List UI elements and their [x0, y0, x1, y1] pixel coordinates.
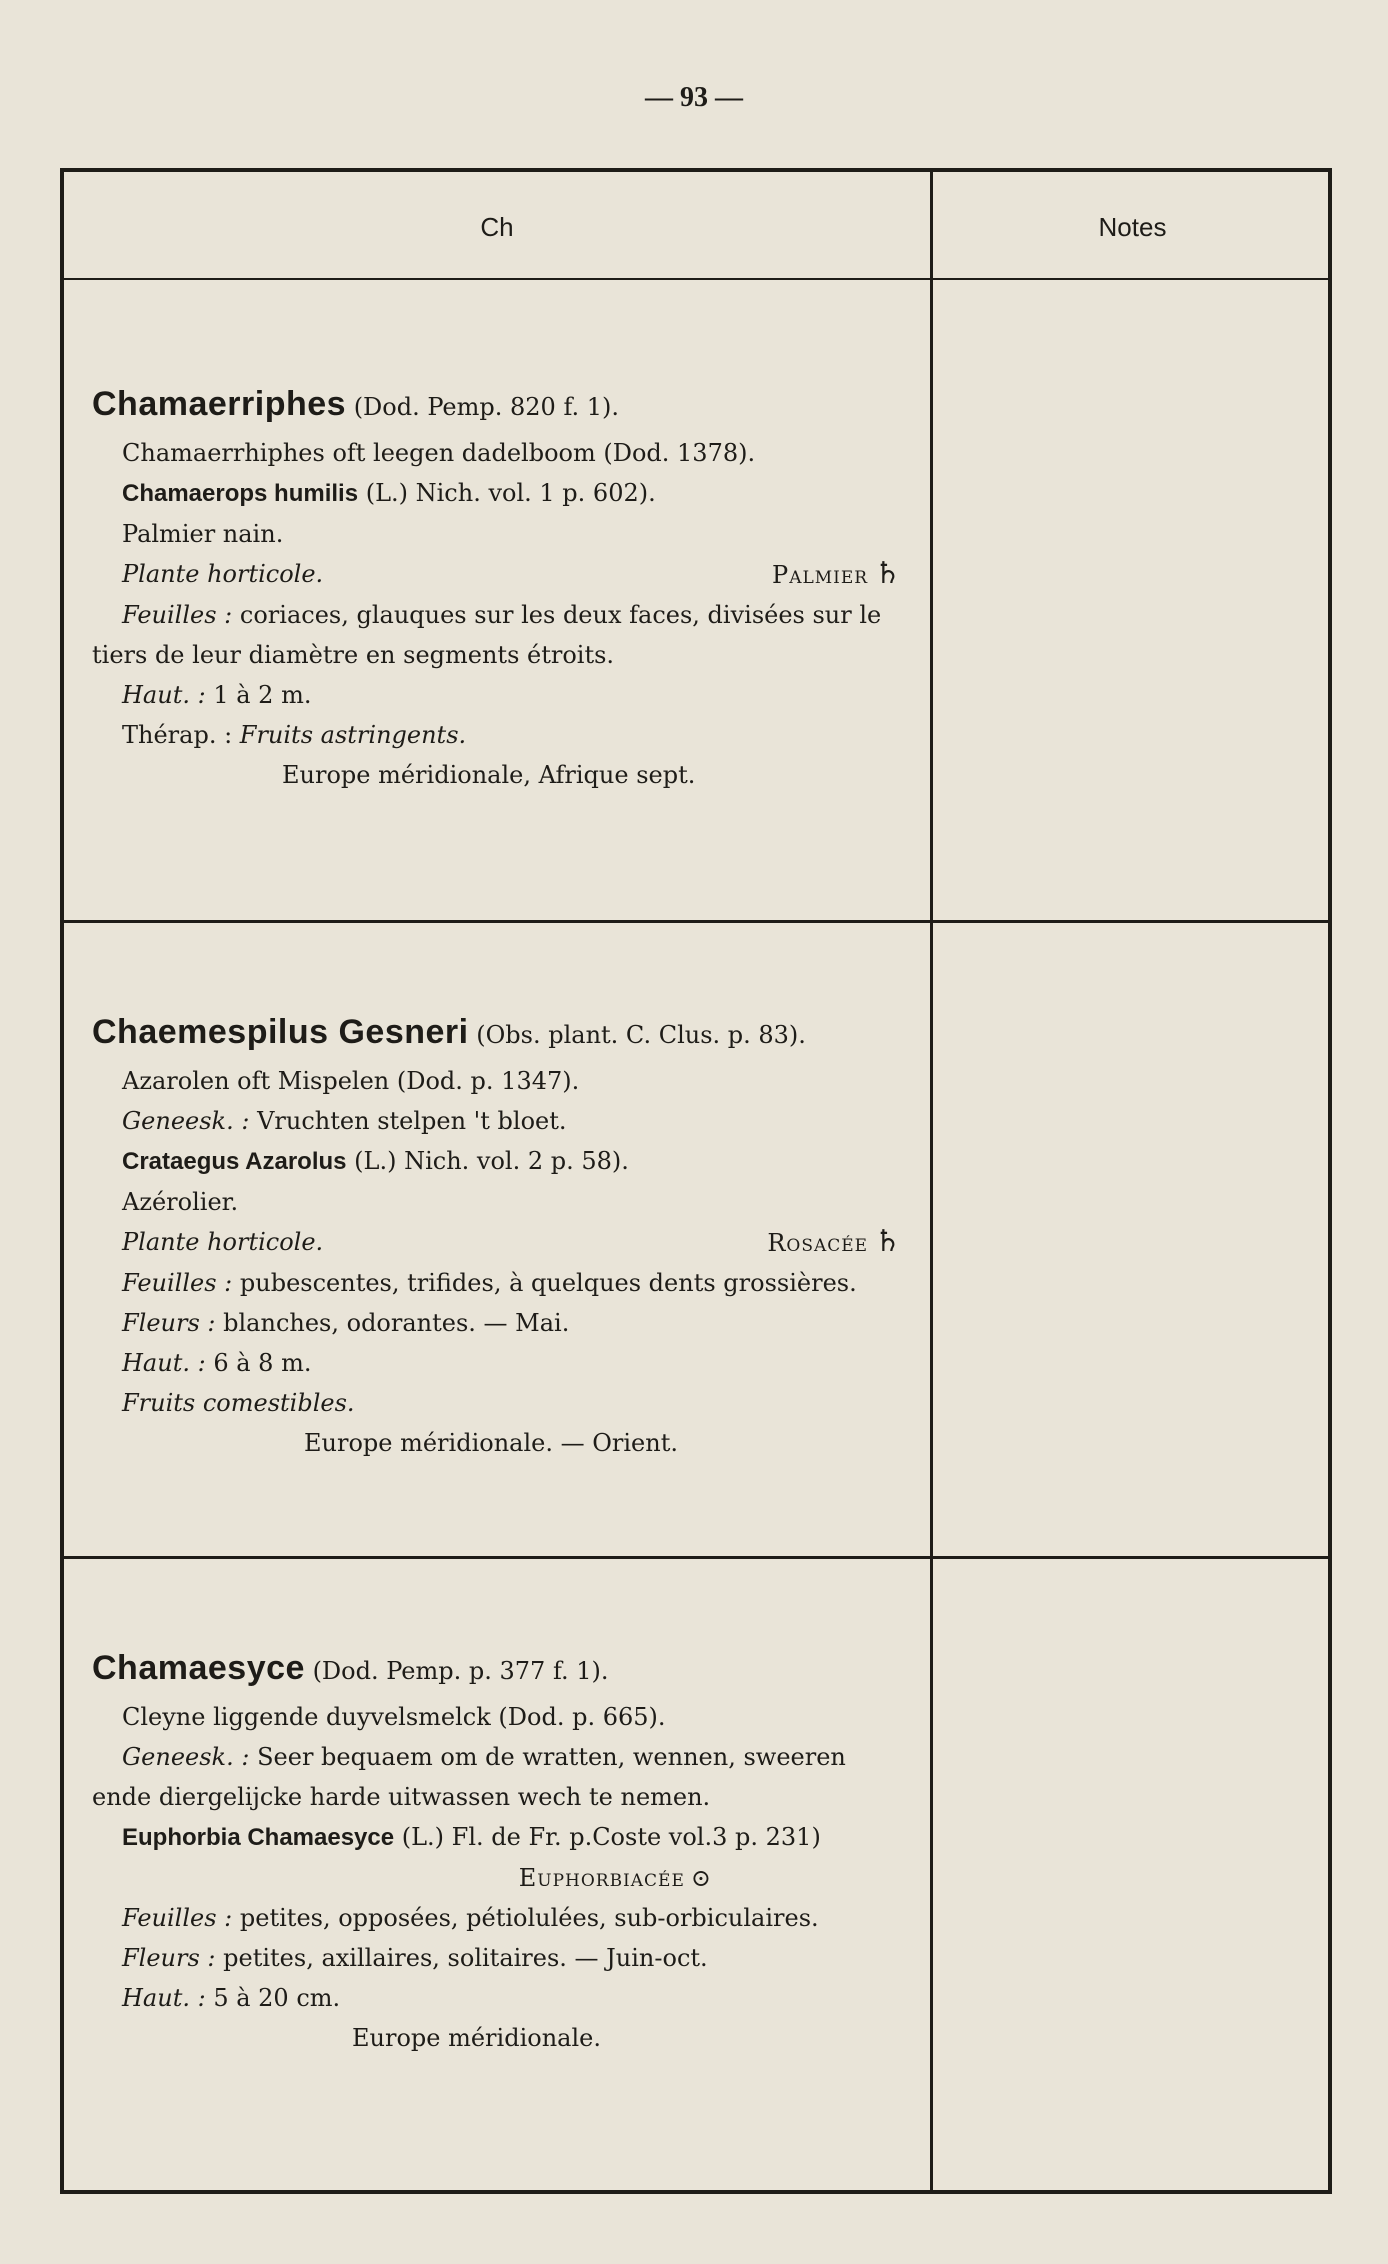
modern-ref: (L.) Fl. de Fr. p.Coste vol.3 p. 231): [401, 1823, 821, 1851]
french-name: Azérolier.: [122, 1188, 239, 1216]
fleurs-label: Fleurs :: [122, 1944, 216, 1972]
row-rule: [64, 920, 1328, 923]
entry-chamaerriphes: [92, 384, 922, 795]
french-name: Palmier nain.: [122, 520, 284, 548]
fleurs-text: petites, axillaires, solitaires. — Juin-oct.: [223, 1944, 708, 1972]
entry-title-ref: (Dod. Pemp. p. 377 f. 1).: [312, 1657, 609, 1685]
feuilles-text: pubescentes, trifides, à quelques dents grossières.: [239, 1269, 857, 1297]
row-rule: [64, 1556, 1328, 1559]
family-name: Rosacée: [767, 1229, 869, 1257]
dutch-name: Chamaerrhiphes oft leegen dadelboom (Dod. 1378).: [122, 439, 756, 467]
geneesk-label: Geneesk. :: [122, 1743, 250, 1771]
entries-table: [60, 168, 1332, 2194]
origin: Europe méridionale, Afrique sept.: [282, 761, 696, 789]
fleurs-text: blanches, odorantes. — Mai.: [223, 1309, 570, 1337]
perennial-symbol-icon: ♄: [874, 1224, 902, 1259]
haut-text: 5 à 20 cm.: [213, 1984, 341, 2012]
modern-ref: (L.) Nich. vol. 2 p. 58).: [354, 1147, 629, 1175]
entry-title: Chaemespilus Gesneri: [92, 1013, 469, 1051]
family-name: Palmier: [772, 561, 869, 589]
geneesk-text: Vruchten stelpen 't bloet.: [257, 1107, 567, 1135]
modern-ref: (L.) Nich. vol. 1 p. 602).: [365, 479, 656, 507]
entry-title: Chamaesyce: [92, 1649, 305, 1687]
haut-text: 1 à 2 m.: [213, 681, 312, 709]
dutch-name: Cleyne liggende duyvelsmelck (Dod. p. 665).: [122, 1703, 666, 1731]
modern-name: Crataegus Azarolus: [122, 1148, 347, 1175]
modern-name: Chamaerops humilis: [122, 480, 359, 507]
feuilles-label: Feuilles :: [122, 1269, 233, 1297]
therap-label: Thérap. :: [122, 721, 233, 749]
origin: Europe méridionale. — Orient.: [304, 1429, 678, 1457]
annual-symbol-icon: ⊙: [690, 1864, 712, 1892]
entry-title: Chamaerriphes: [92, 385, 347, 423]
fruits-note: Fruits comestibles.: [122, 1389, 355, 1417]
therap-text: Fruits astringents.: [239, 721, 467, 749]
feuilles-label: Feuilles :: [122, 601, 233, 629]
entry-title-ref: (Dod. Pemp. 820 f. 1).: [353, 393, 619, 421]
geneesk-label: Geneesk. :: [122, 1107, 250, 1135]
use-note: Plante horticole.: [122, 1228, 324, 1256]
entry-chaemespilus: [92, 1012, 922, 1463]
modern-name: Euphorbia Chamaesyce: [122, 1824, 395, 1851]
column-header-notes: Notes: [1098, 212, 1167, 242]
entry-chamaesyce: [92, 1648, 922, 2058]
family-name: Euphorbiacée: [518, 1864, 685, 1892]
page-number: — 93 —: [645, 82, 743, 113]
entry-title-ref: (Obs. plant. C. Clus. p. 83).: [476, 1021, 806, 1049]
haut-label: Haut. :: [122, 1984, 206, 2012]
feuilles-label: Feuilles :: [122, 1904, 233, 1932]
column-divider: [930, 172, 933, 2190]
feuilles-text: petites, opposées, pétiolulées, sub-orbiculaires.: [239, 1904, 819, 1932]
fleurs-label: Fleurs :: [122, 1309, 216, 1337]
haut-text: 6 à 8 m.: [213, 1349, 312, 1377]
use-note: Plante horticole.: [122, 560, 324, 588]
column-header-ch: Ch: [480, 212, 514, 242]
feuilles-text: coriaces, glauques sur les deux faces, divisées sur le tiers de leur diamètre en segments étroits.: [92, 601, 882, 669]
haut-label: Haut. :: [122, 681, 206, 709]
header-rule: [64, 278, 1328, 280]
geneesk-text: Seer bequaem om de wratten, wennen, sweeren ende diergelijcke harde uitwassen wech te nemen.: [92, 1743, 846, 1811]
dutch-name: Azarolen oft Mispelen (Dod. p. 1347).: [122, 1067, 580, 1095]
perennial-symbol-icon: ♄: [874, 556, 902, 591]
origin: Europe méridionale.: [352, 2024, 601, 2052]
haut-label: Haut. :: [122, 1349, 206, 1377]
